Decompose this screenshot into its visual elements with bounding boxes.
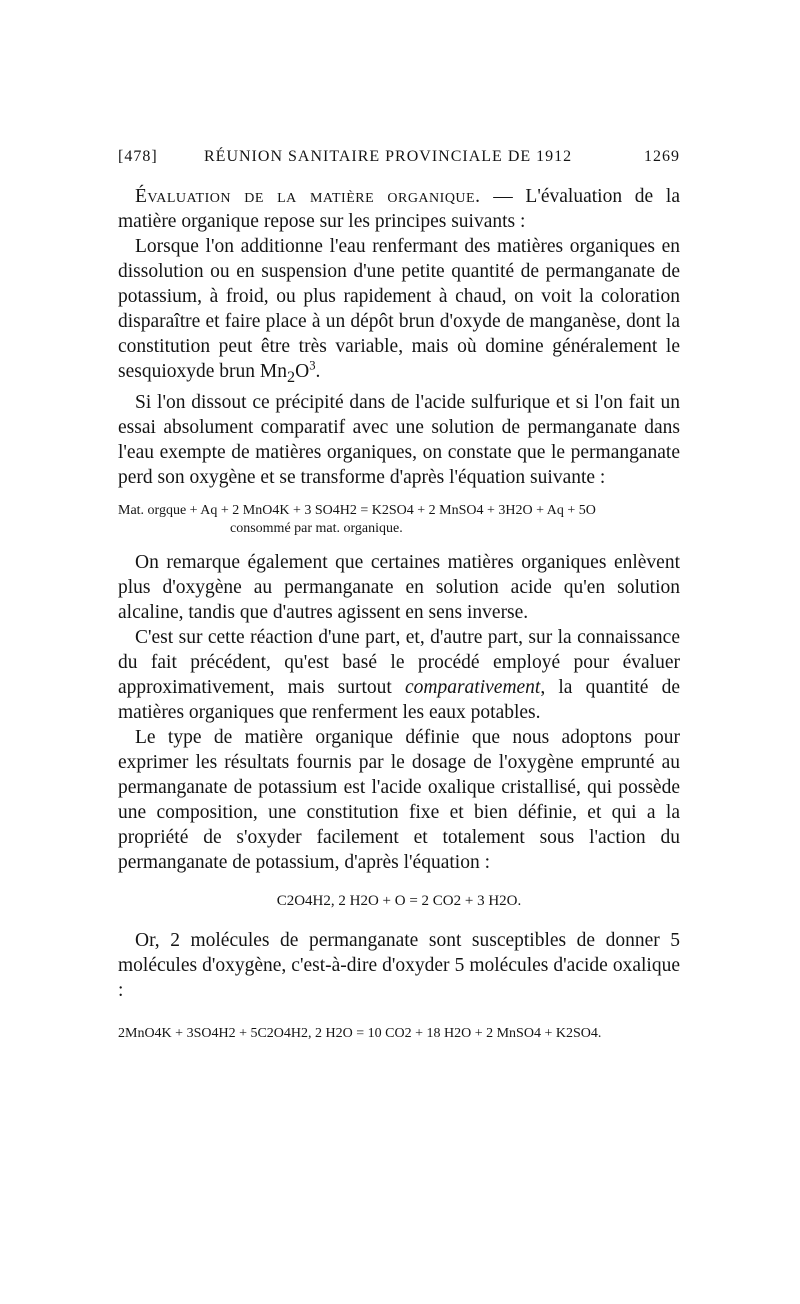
subscript: 2 — [287, 367, 296, 386]
equation-full-reaction: 2MnO4K + 3SO4H2 + 5C2O4H2, 2 H2O = 10 CO2 + 18 H2O + 2 MnSO4 + K2SO4. — [118, 1025, 602, 1041]
paragraph-text: Lorsque l'on additionne l'eau renfermant des matières organiques en dissolution ou en suspension d'une petite quantité de permanganate de potassium, à froid, ou plus rapidement à chaud, on voit la coloration disparaître et faire place à un dépôt brun d'oxyde de manganèse, dont la constitution peut être très variable, mais où domine généralement le sesquioxyde brun Mn — [118, 236, 680, 382]
section-title: Évaluation de la matière organique. — [135, 186, 481, 207]
paragraph-molecules: Or, 2 molécules de permanganate sont susceptibles de donner 5 molécules d'oxygène, c'est-à-dire d'oxyder 5 molécules d'acide oxalique : — [118, 929, 680, 1001]
equation-oxalic-oxidation: C2O4H2, 2 H2O + O = 2 CO2 + 3 H2O. — [276, 892, 522, 909]
header-page-ref: [478] — [118, 148, 158, 165]
header-page-number: 1269 — [644, 148, 680, 165]
body-text — [118, 184, 680, 1046]
paragraph-evaluation — [118, 184, 680, 234]
paragraph-acid-alkaline: On remarque également que certaines matières organiques enlèvent plus d'oxygène au permanganate en solution acide qu'en solution alcaline, tandis que d'autres agissent en sens inverse. — [118, 551, 680, 623]
header-title: RÉUNION SANITAIRE PROVINCIALE DE 1912 — [204, 148, 573, 165]
paragraph-text: . — [315, 361, 321, 382]
paragraph-permanganate — [118, 234, 680, 390]
italic-word: comparativement — [404, 676, 541, 698]
paragraph-precipitate: Si l'on dissout ce précipité dans de l'acide sulfurique et si l'on fait un essai absolument comparatif avec une solution de permanganate dans l'eau exempte de matières organiques, on constate que le permanganate perd son oxygène et se transforme d'après l'équation suivante : — [118, 391, 680, 488]
superscript: 3 — [309, 358, 316, 373]
equation-line: Mat. orgque + Aq + 2 MnO4K + 3 SO4H2 = K2SO4 + 2 MnSO4 + 3H2O + Aq + 5O — [118, 502, 596, 518]
paragraph-text: , la quantité de matières organiques que renferment les eaux potables. — [118, 676, 680, 723]
equation-oxygen-consumption — [118, 502, 680, 538]
paragraph-text: O — [295, 361, 310, 382]
paragraph-oxalic-acid: Le type de matière organique définie que nous adoptons pour exprimer les résultats fournis par le dosage de l'oxygène emprunté au permanganate de potassium est l'acide oxalique cristallisé, qui possède une composition, une constitution fixe et bien définie, et qui a la propriété de s'oxyder facilement et totalement sous l'action du permanganate de potassium, d'après l'équation : — [118, 726, 680, 873]
paragraph-text: — L'évaluation de la matière organique repose sur les principes suivants : — [118, 186, 680, 232]
paragraph-procedure — [118, 625, 680, 725]
paragraph-text: C'est sur cette réaction d'une part, et, d'autre part, sur la connaissance du fait précédent, qu'est basé le procédé employé pour évaluer approximativement, mais surtout — [118, 626, 680, 698]
equation-caption: consommé par mat. organique. — [230, 520, 403, 536]
